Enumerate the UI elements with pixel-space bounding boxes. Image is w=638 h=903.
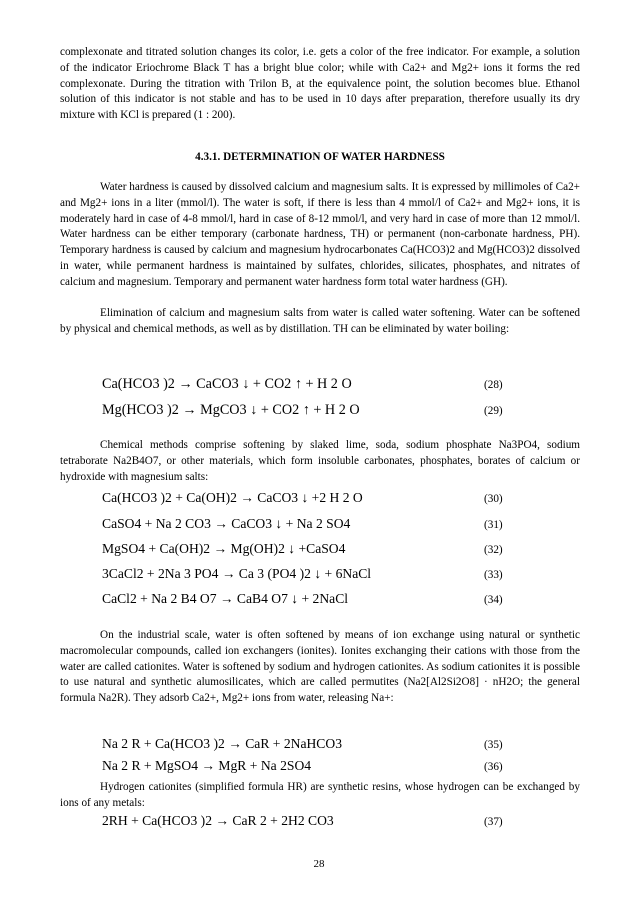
paragraph-chemical-methods: Chemical methods comprise softening by slaked lime, soda, sodium phosphate Na3PO4, sodium tetraborate Na2B4O7, or other materials, which form insoluble carbonates, phosphates, borates of calcium or hydroxide with magnesium salts: (60, 439, 580, 483)
equation-33-number: (33) (484, 569, 503, 581)
equation-28-number: (28) (484, 379, 503, 391)
equation-28: Ca(HCO3 )2 → CaCO3 ↓ + CO2 ↑ + H 2 O (102, 376, 352, 392)
equation-31: CaSO4 + Na 2 CO3 → CaCO3 ↓ + Na 2 SO4 (102, 516, 351, 531)
equation-37: 2RH + Ca(HCO3 )2 → CaR 2 + 2H2 CO3 (102, 813, 334, 828)
equation-30: Ca(HCO3 )2 + Ca(OH)2 → CaCO3 ↓ +2 H 2 O (102, 490, 363, 505)
equation-32: MgSO4 + Ca(OH)2 → Mg(OH)2 ↓ +CaSO4 (102, 541, 346, 556)
equation-30-number: (30) (484, 493, 503, 505)
equation-36: Na 2 R + MgSO4 → MgR + Na 2SO4 (102, 758, 312, 773)
page-number: 28 (313, 858, 325, 870)
equation-29: Mg(HCO3 )2 → MgCO3 ↓ + CO2 ↑ + H 2 O (102, 402, 360, 418)
equation-32-number: (32) (484, 544, 503, 556)
equation-29-number: (29) (484, 405, 503, 417)
equation-37-number: (37) (484, 816, 503, 828)
paragraph-softening: Elimination of calcium and magnesium salts from water is called water softening. Water can be softened by physical and chemical methods, as well as by distillation. TH can be eliminated by water boiling: (60, 307, 580, 335)
equation-34: CaCl2 + Na 2 B4 O7 → CaB4 O7 ↓ + 2NaCl (102, 591, 349, 606)
paragraph-indicator: complexonate and titrated solution changes its color, i.e. gets a color of the free indicator. For example, a solution of the indicator Eriochrome Black T has a bright blue color; while with Ca2+ and Mg2+ ions it forms the red complexonate. During the titration with Trilon B, at the equivalence point, the solution becomes blue. Ethanol solution of this indicator is not stable and has to be used in 10 days after preparation, therefore usually its dry mixture with KCl is prepared (1 : 200). (60, 46, 580, 122)
equation-35-number: (35) (484, 739, 503, 751)
equation-35: Na 2 R + Ca(HCO3 )2 → CaR + 2NaHCO3 (102, 736, 342, 751)
equation-34-number: (34) (484, 594, 503, 606)
equation-31-number: (31) (484, 519, 503, 531)
paragraph-ion-exchange: On the industrial scale, water is often softened by means of ion exchange using natural or synthetic macromolecular compounds, called ion exchangers (ionites). Ionites exchanging their cations with those from the water are called cationites. Water is softened by sodium and hydrogen cationites. As sodium cationites it is possible to use natural and synthetic alumosilicates, which are called permutites (Na2[Al2Si2O8] · nH2O; the general formula Na2R). They adsorb Ca2+, Mg2+ ions from water, releasing Na+: (60, 629, 580, 705)
paragraph-hydrogen-cationites: Hydrogen cationites (simplified formula HR) are synthetic resins, whose hydrogen can be exchanged by ions of any metals: (60, 781, 580, 809)
equation-33: 3CaCl2 + 2Na 3 PO4 → Ca 3 (PO4 )2 ↓ + 6NaCl (102, 566, 372, 581)
paragraph-water-hardness: Water hardness is caused by dissolved calcium and magnesium salts. It is expressed by millimoles of Ca2+ and Mg2+ ions in a liter (mmol/l). The water is soft, if there is less than 4 mmol/l of Ca2+ and Mg2+ ions, it is moderately hard in case of 4-8 mmol/l, hard in case of 8-12 mmol/l, and very hard in case of more than 12 mmol/l. Water hardness can be either temporary (carbonate hardness, TH) or permanent (non-carbonate hardness, PH). Temporary hardness is caused by calcium and magnesium hydrocarbonates Ca(HCO3)2 and Mg(HCO3)2 dissolved in water, while permanent hardness is maintained by sulfates, chlorides, silicates, phosphates, and nitrates of calcium and magnesium. Temporary and permanent water hardness form total water hardness (GH). (60, 181, 580, 288)
section-heading: 4.3.1. DETERMINATION OF WATER HARDNESS (195, 151, 445, 163)
equation-36-number: (36) (484, 761, 503, 773)
